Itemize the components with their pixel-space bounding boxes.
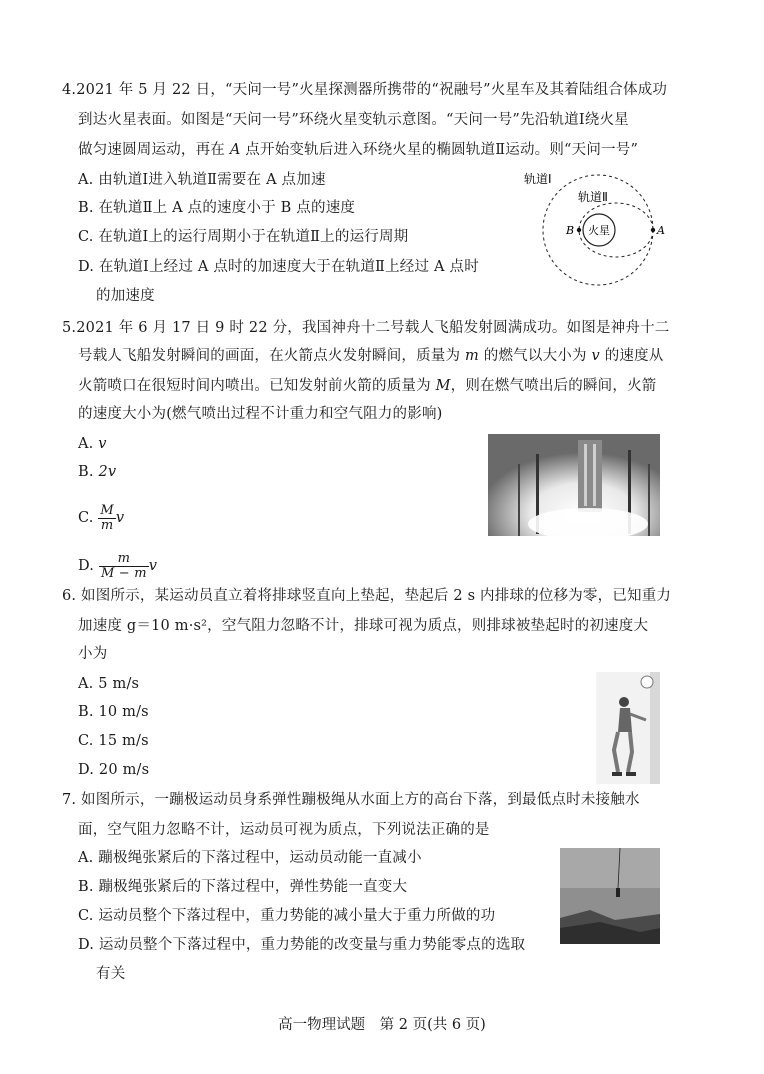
rocket-launch-photo xyxy=(488,434,660,536)
q4-option-a: A. 由轨道Ⅰ进入轨道Ⅱ需要在 A 点加速 xyxy=(78,172,326,188)
orbit-2-label: 轨道Ⅱ xyxy=(578,190,608,204)
player-torso xyxy=(618,708,632,732)
volleyball-icon xyxy=(641,676,653,688)
page-footer: 高一物理试题 第 2 页(共 6 页) xyxy=(278,1017,486,1033)
q6-option-c: C. 15 m/s xyxy=(78,733,149,749)
orbit-diagram xyxy=(520,168,670,288)
q5-stem-line-1: 5.2021 年 6 月 17 日 9 时 22 分，我国神舟十二号载人飞船发射圆满成功。如图是神舟十二 xyxy=(62,320,670,336)
point-a-label: A xyxy=(657,224,665,237)
fraction-m-over-m-minus-m: $\frac{m}{M - m}$ xyxy=(100,550,147,581)
player-head xyxy=(619,697,629,707)
q6-option-a: A. 5 m/s xyxy=(78,676,140,692)
volleyball-player-photo xyxy=(596,672,660,784)
q4-stem-line-3: 做匀速圆周运动，再在 A 点开始变轨后进入环绕火星的椭圆轨道Ⅱ运动。则“天问一号” xyxy=(78,142,639,158)
q4-option-c: C. 在轨道Ⅰ上的运行周期小于在轨道Ⅱ上的运行周期 xyxy=(78,229,409,245)
point-a-dot xyxy=(651,228,655,232)
point-b-label: B xyxy=(566,224,575,237)
q4-stem-line-1: 4.2021 年 5 月 22 日，“天问一号”火星探测器所携带的“祝融号”火星车及其着陆组合体成功 xyxy=(62,82,668,98)
launch-tower xyxy=(578,440,602,512)
orbit-1-label: 轨道Ⅰ xyxy=(524,172,552,186)
q5-stem-line-4: 的速度大小为(燃气喷出过程不计重力和空气阻力的影响) xyxy=(78,406,443,422)
q7-option-b: B. 蹦极绳张紧后的下落过程中，弹性势能一直变大 xyxy=(78,879,408,895)
q7-option-d-cont: 有关 xyxy=(96,966,126,982)
q7-option-a: A. 蹦极绳张紧后的下落过程中，运动员动能一直减小 xyxy=(78,850,422,866)
q5-option-d: D. $\frac{m}{M - m}$ v xyxy=(78,550,158,581)
jumper xyxy=(616,888,620,897)
q7-option-d: D. 运动员整个下落过程中，重力势能的改变量与重力势能零点的选取 xyxy=(78,937,526,953)
q5-stem-line-3: 火箭喷口在很短时间内喷出。已知发射前火箭的质量为 M，则在燃气喷出后的瞬间，火箭 xyxy=(78,378,657,394)
q5-option-c: C. $\frac{M}{m}$ v xyxy=(78,502,125,533)
q7-stem-line-2: 面，空气阻力忽略不计，运动员可视为质点，下列说法正确的是 xyxy=(78,822,490,838)
bungee-jump-photo xyxy=(560,848,660,944)
q7-option-c: C. 运动员整个下落过程中，重力势能的减小量大于重力所做的功 xyxy=(78,908,496,924)
q5-stem-line-2: 号载人飞船发射瞬间的画面，在火箭点火发射瞬间，质量为 m 的燃气以大小为 v 的速度从 xyxy=(78,348,664,364)
q7-stem-line-1: 7. 如图所示，一蹦极运动员身系弹性蹦极绳从水面上方的高台下落，到最低点时未接触水 xyxy=(62,792,640,808)
q6-stem-line-1: 6. 如图所示，某运动员直立着将排球竖直向上垫起，垫起后 2 s 内排球的位移为零，已知重力 xyxy=(62,588,672,604)
q4-stem-line-2: 到达火星表面。如图是“天问一号”环绕火星变轨示意图。“天问一号”先沿轨道Ⅰ绕火星 xyxy=(78,112,629,128)
point-b-dot xyxy=(577,228,581,232)
q4-option-d: D. 在轨道Ⅰ上经过 A 点时的加速度大于在轨道Ⅱ上经过 A 点时 xyxy=(78,259,479,275)
planet-label: 火星 xyxy=(588,224,610,237)
q5-option-a: A. v xyxy=(78,436,107,452)
q6-stem-line-2: 加速度 g＝10 m·s²，空气阻力忽略不计，排球可视为质点，则排球被垫起时的初速度大 xyxy=(78,618,649,634)
q5-option-b: B. 2v xyxy=(78,464,117,480)
q6-option-d: D. 20 m/s xyxy=(78,762,150,778)
q6-option-b: B. 10 m/s xyxy=(78,704,149,720)
q6-stem-line-3: 小为 xyxy=(78,646,108,662)
q4-option-b: B. 在轨道Ⅱ上 A 点的速度小于 B 点的速度 xyxy=(78,200,356,216)
fraction-m-over-m: $\frac{M}{m}$ xyxy=(100,502,114,533)
q4-option-d-cont: 的加速度 xyxy=(96,288,155,304)
